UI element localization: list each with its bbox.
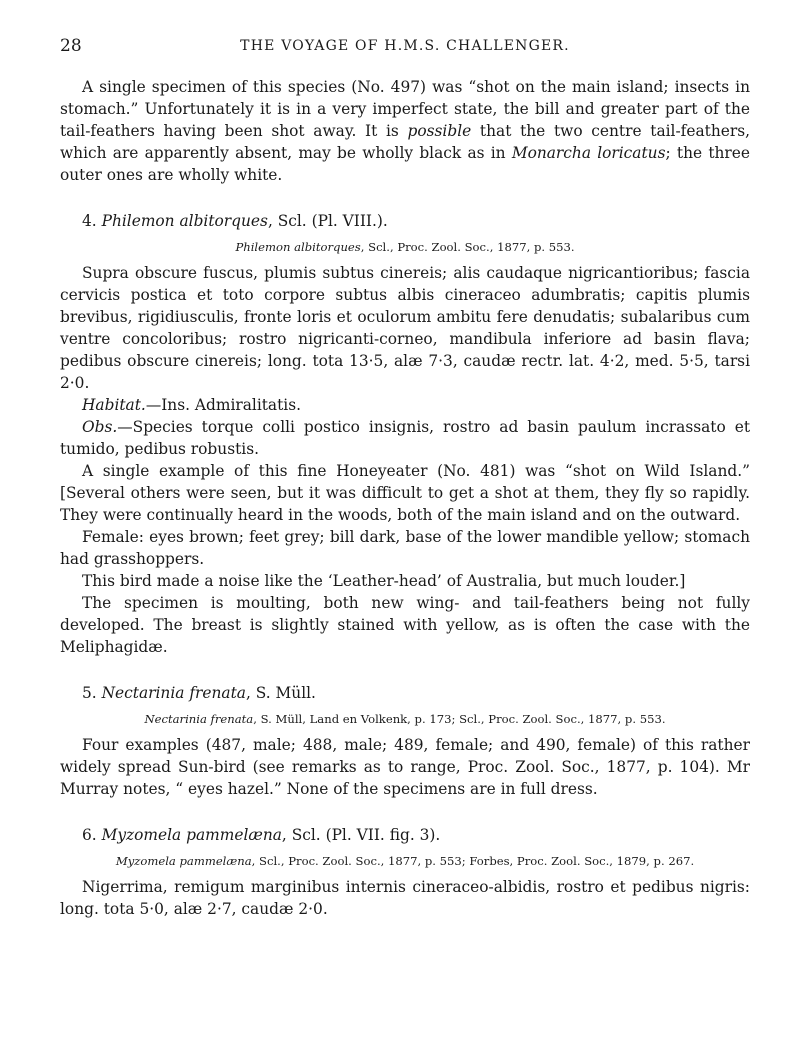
page-number: 28 [60,36,82,56]
species-entry-philemon [60,210,750,658]
intro-paragraph: A single specimen of this species (No. 497) was “shot on the main island; insects in stomach.” Unfortunately it is in a very imperfect state, the bill and greater part of the tail-feathers having been shot away. It is possible that the two centre tail-feathers, which are apparently absent, may be wholly black as in Monarcha loricatus; the three outer ones are wholly white. [60,78,750,184]
female-description-paragraph: Female: eyes brown; feet grey; bill dark, base of the lower mandible yellow; stomach had grasshoppers. [60,528,750,568]
synonymy-reference: Philemon albitorques, Scl., Proc. Zool. Soc., 1877, p. 553. [235,240,575,254]
specimen-condition-paragraph: The specimen is moulting, both new wing- and tail-feathers being not fully developed. The breast is slightly stained with yellow, as is often the case with the Meliphagidæ. [60,594,750,656]
species-heading: 4. Philemon albitorques, Scl. (Pl. VIII.). [82,212,388,230]
document-page [60,30,750,920]
specimens-paragraph: Four examples (487, male; 488, male; 489, female; and 490, female) of this rather widely spread Sun-bird (see remarks as to range, Proc. Zool. Soc., 1877, p. 104). Mr Murray notes, “ eyes hazel.” None of the specimens are in full dress. [60,736,750,798]
latin-description: Supra obscure fuscus, plumis subtus cinereis; alis caudaque nigricantioribus; fascia cervicis postica et toto corpore subtus albis cineraceo adumbratis; capitis plumis brevibus, rigidiusculis, fronte loris et oculorum ambitu fere denudatis; subalaribus cum ventre concoloribus; rostro nigricanti-corneo, mandibula inferiore ad basin flava; pedibus obscure cinereis; long. tota 13·5, alæ 7·3, caudæ rectr. lat. 4·2, med. 5·5, tarsi 2·0. [60,264,750,392]
running-title: THE VOYAGE OF H.M.S. CHALLENGER. [240,38,570,54]
latin-description: Nigerrima, remigum marginibus internis cineraceo-albidis, rostro et pedibus nigris: long. tota 5·0, alæ 2·7, caudæ 2·0. [60,878,750,918]
species-heading: 5. Nectarinia frenata, S. Müll. [82,684,316,702]
habitat-line: Habitat.—Ins. Admiralitatis. [82,396,301,414]
species-entry-myzomela [60,824,750,920]
synonymy-reference: Nectarinia frenata, S. Müll, Land en Volkenk, p. 173; Scl., Proc. Zool. Soc., 1877, p. 553. [144,712,666,726]
species-heading: 6. Myzomela pammelæna, Scl. (Pl. VII. fig. 3). [82,826,441,844]
field-note-paragraph: A single example of this fine Honeyeater (No. 481) was “shot on Wild Island.” [Several others were seen, but it was difficult to get a shot at them, they fly so rapidly. They were continually heard in the woods, both of the main island and on the outward. [60,462,750,524]
observation-paragraph: Obs.—Species torque colli postico insignis, rostro ad basin paulum incrassato et tumido, pedibus robustis. [60,418,750,458]
call-note-paragraph: This bird made a noise like the ‘Leather-head’ of Australia, but much louder.] [82,572,686,590]
synonymy-reference: Myzomela pammelæna, Scl., Proc. Zool. Soc., 1877, p. 553; Forbes, Proc. Zool. Soc., 1879, p. 267. [115,854,695,868]
page-header [60,30,750,64]
species-entry-nectarinia [60,682,750,800]
